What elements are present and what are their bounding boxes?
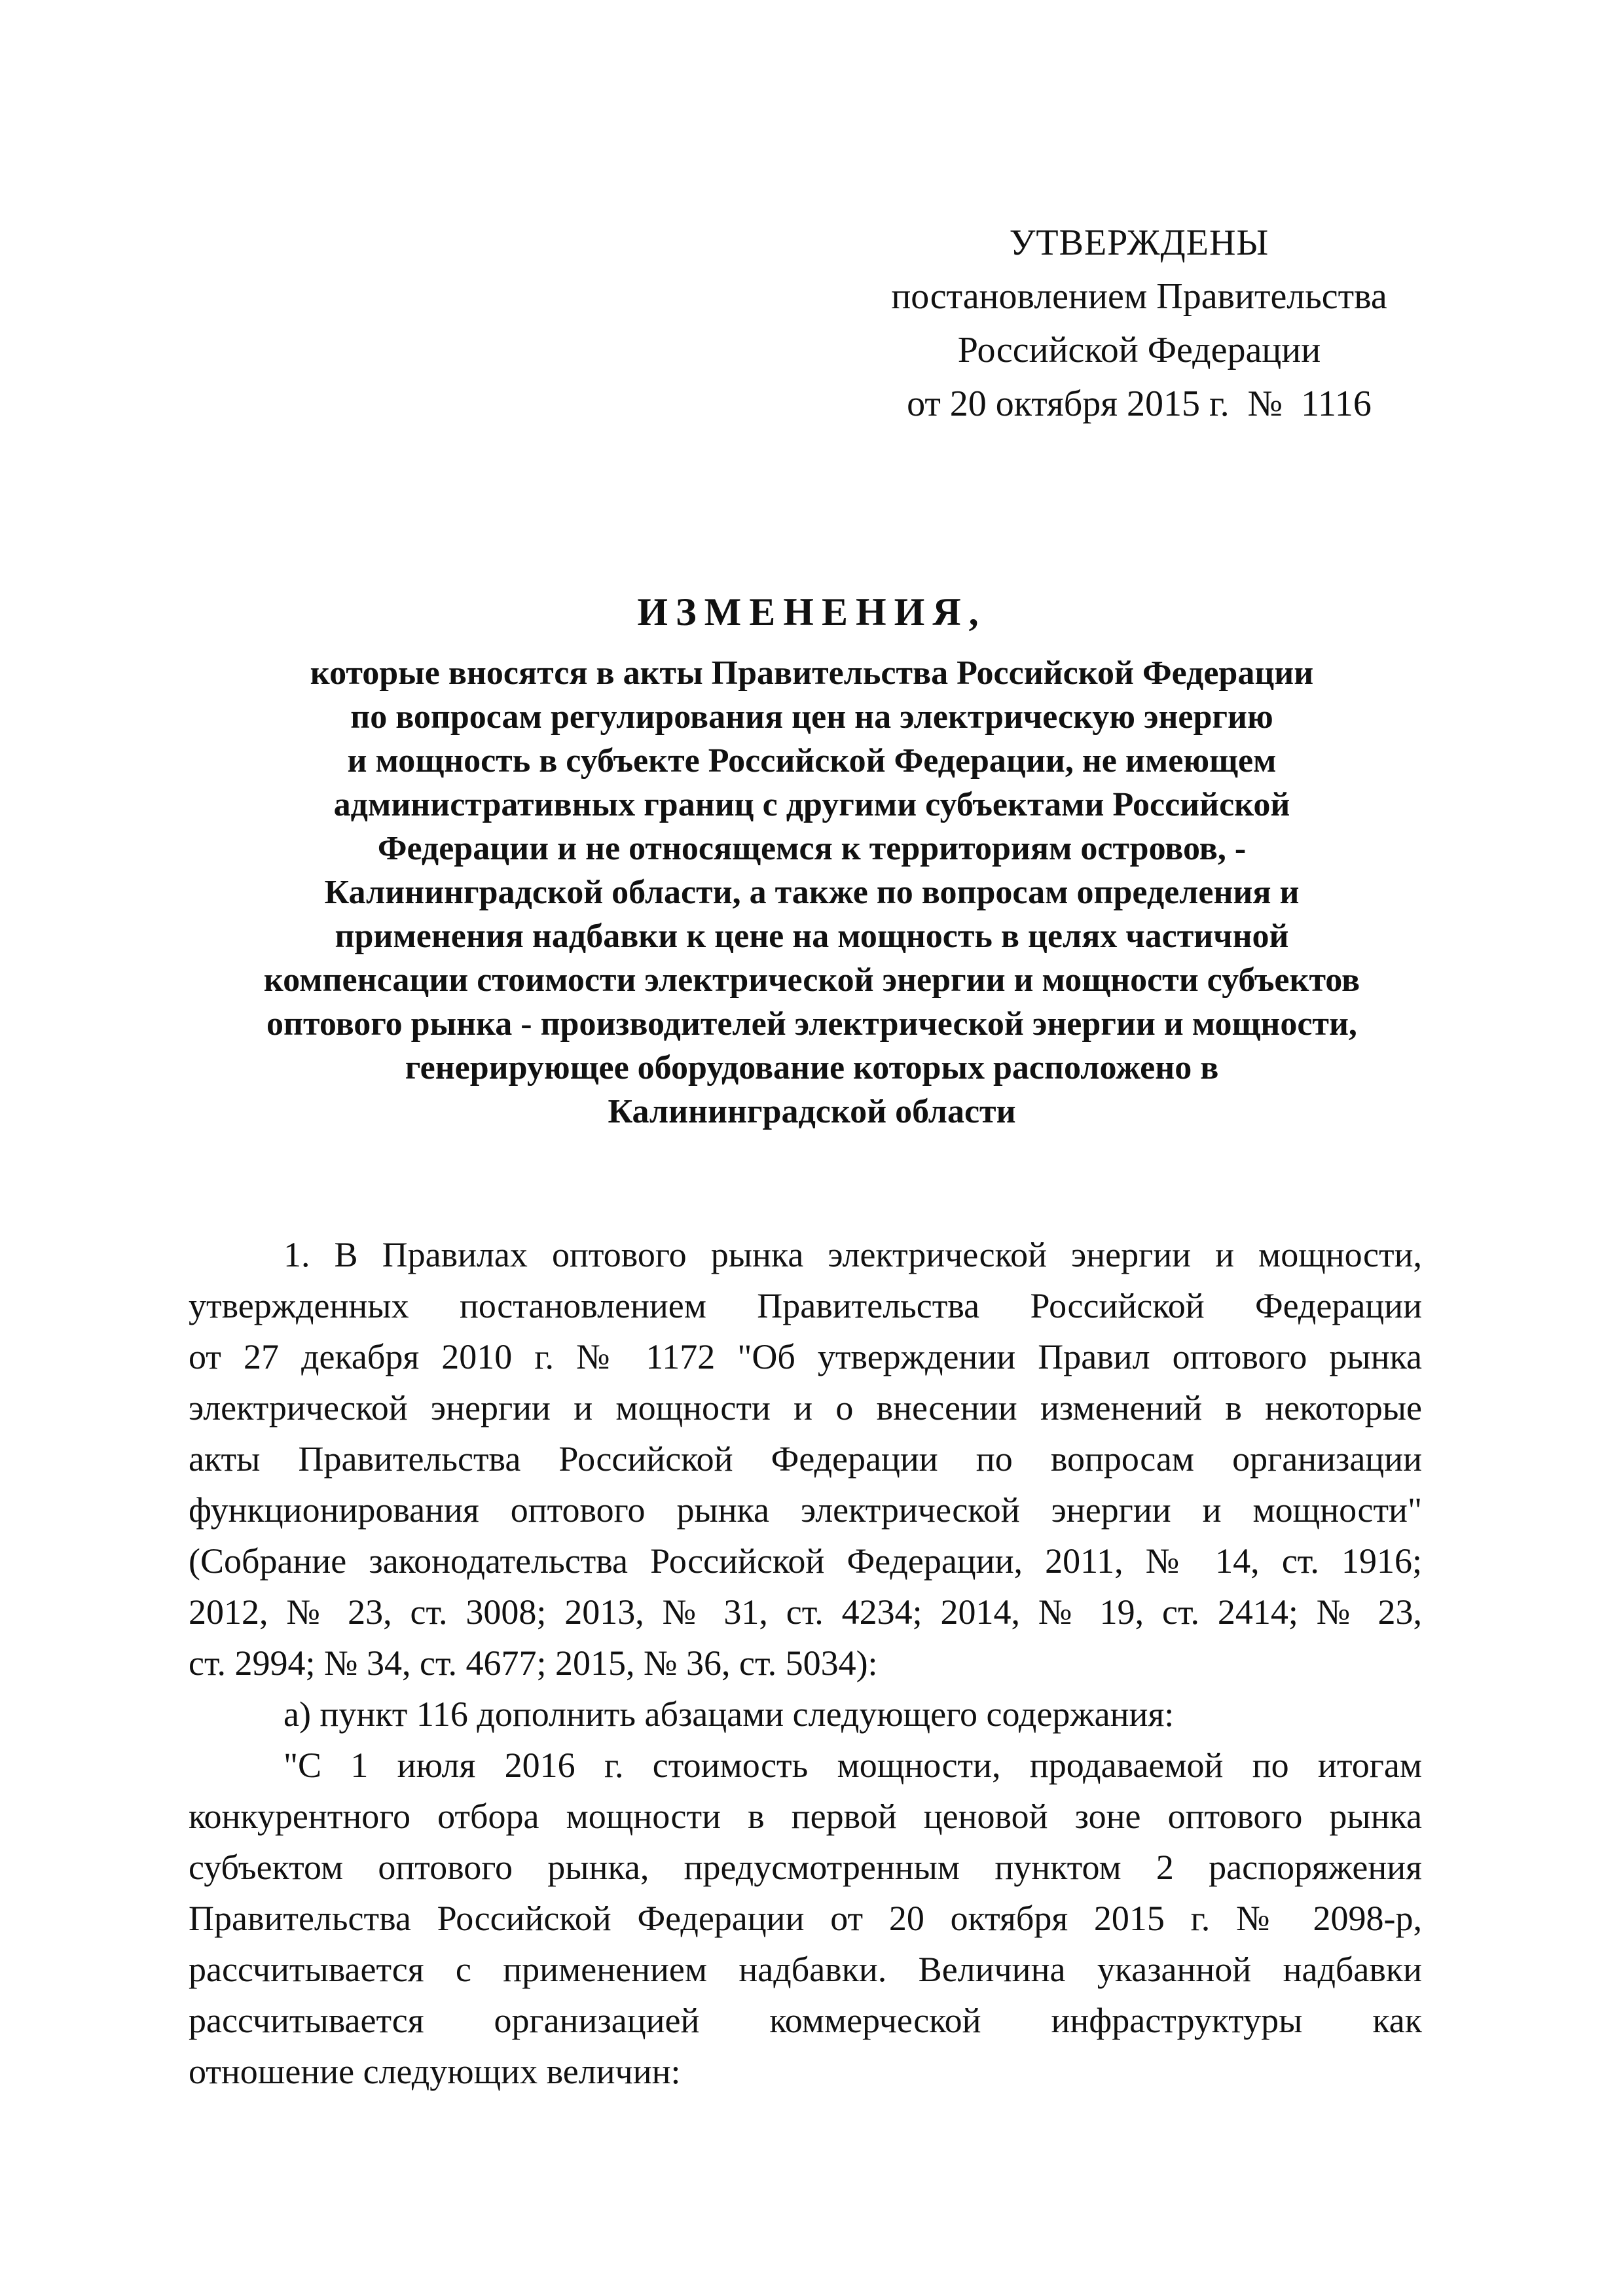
- paragraph-line: ст. 2994; № 34, ст. 4677; 2015, № 36, ст. 5034):: [189, 1643, 878, 1683]
- title-line: административных границ с другими субъектами Российской: [333, 786, 1290, 823]
- title-line: оптового рынка - производителей электрической энергии и мощности,: [266, 1005, 1357, 1043]
- paragraph-1: [189, 1229, 1422, 1689]
- approval-line-2: Российской Федерации: [957, 330, 1321, 370]
- paragraph-line: от 27 декабря 2010 г. № 1172 "Об утверждении Правил оптового рынка: [189, 1337, 1422, 1376]
- paragraph-line: 1. В Правилах оптового рынка электрической энергии и мощности,: [283, 1235, 1422, 1274]
- approval-date-number: от 20 октября 2015 г. № 1116: [907, 384, 1372, 424]
- document-title-block: [183, 586, 1440, 1134]
- paragraph-line: 2012, № 23, ст. 3008; 2013, № 31, ст. 4234; 2014, № 19, ст. 2414; № 23,: [189, 1592, 1422, 1632]
- title-line: Калининградской области, а также по вопросам определения и: [324, 874, 1300, 911]
- title-line: генерирующее оборудование которых расположено в: [405, 1049, 1219, 1086]
- paragraph-2: [189, 1689, 1422, 1740]
- paragraph-line: функционирования оптового рынка электрической энергии и мощности": [189, 1490, 1422, 1530]
- paragraph-line: субъектом оптового рынка, предусмотренным пунктом 2 распоряжения: [189, 1848, 1422, 1887]
- paragraph-line: акты Правительства Российской Федерации по вопросам организации: [189, 1439, 1422, 1479]
- paragraph-line: конкурентного отбора мощности в первой ценовой зоне оптового рынка: [189, 1797, 1422, 1836]
- paragraph-line: а) пункт 116 дополнить абзацами следующего содержания:: [283, 1695, 1175, 1734]
- title-line: Федерации и не относящемся к территориям островов, -: [377, 830, 1247, 867]
- title-line: которые вносятся в акты Правительства Российской Федерации: [310, 655, 1314, 692]
- paragraph-line: утвержденных постановлением Правительства Российской Федерации: [189, 1286, 1422, 1325]
- paragraph-line: рассчитывается организацией коммерческой инфраструктуры как: [189, 2001, 1422, 2040]
- document-body: [189, 1229, 1422, 2097]
- title-line: по вопросам регулирования цен на электрическую энергию: [350, 698, 1273, 736]
- title-line: применения надбавки к цене на мощность в целях частичной: [335, 918, 1289, 955]
- paragraph-line: рассчитывается с применением надбавки. Величина указанной надбавки: [189, 1950, 1422, 1989]
- document-title: ИЗМЕНЕНИЯ,: [637, 590, 987, 634]
- paragraph-line: "С 1 июля 2016 г. стоимость мощности, продаваемой по итогам: [283, 1746, 1422, 1785]
- paragraph-line: Правительства Российской Федерации от 20 октября 2015 г. № 2098-р,: [189, 1899, 1422, 1938]
- approval-block: [845, 216, 1434, 431]
- approval-line-1: постановлением Правительства: [891, 276, 1387, 317]
- paragraph-3: [189, 1740, 1422, 2097]
- paragraph-line: отношение следующих величин:: [189, 2052, 681, 2091]
- approval-heading: УТВЕРЖДЕНЫ: [1009, 223, 1269, 263]
- title-line: компенсации стоимости электрической энергии и мощности субъектов: [263, 961, 1360, 999]
- title-line: и мощность в субъекте Российской Федерации, не имеющем: [347, 742, 1277, 780]
- paragraph-line: электрической энергии и мощности и о внесении изменений в некоторые: [189, 1388, 1422, 1427]
- title-line: Калининградской области: [608, 1093, 1016, 1130]
- paragraph-line: (Собрание законодательства Российской Федерации, 2011, № 14, ст. 1916;: [189, 1541, 1422, 1581]
